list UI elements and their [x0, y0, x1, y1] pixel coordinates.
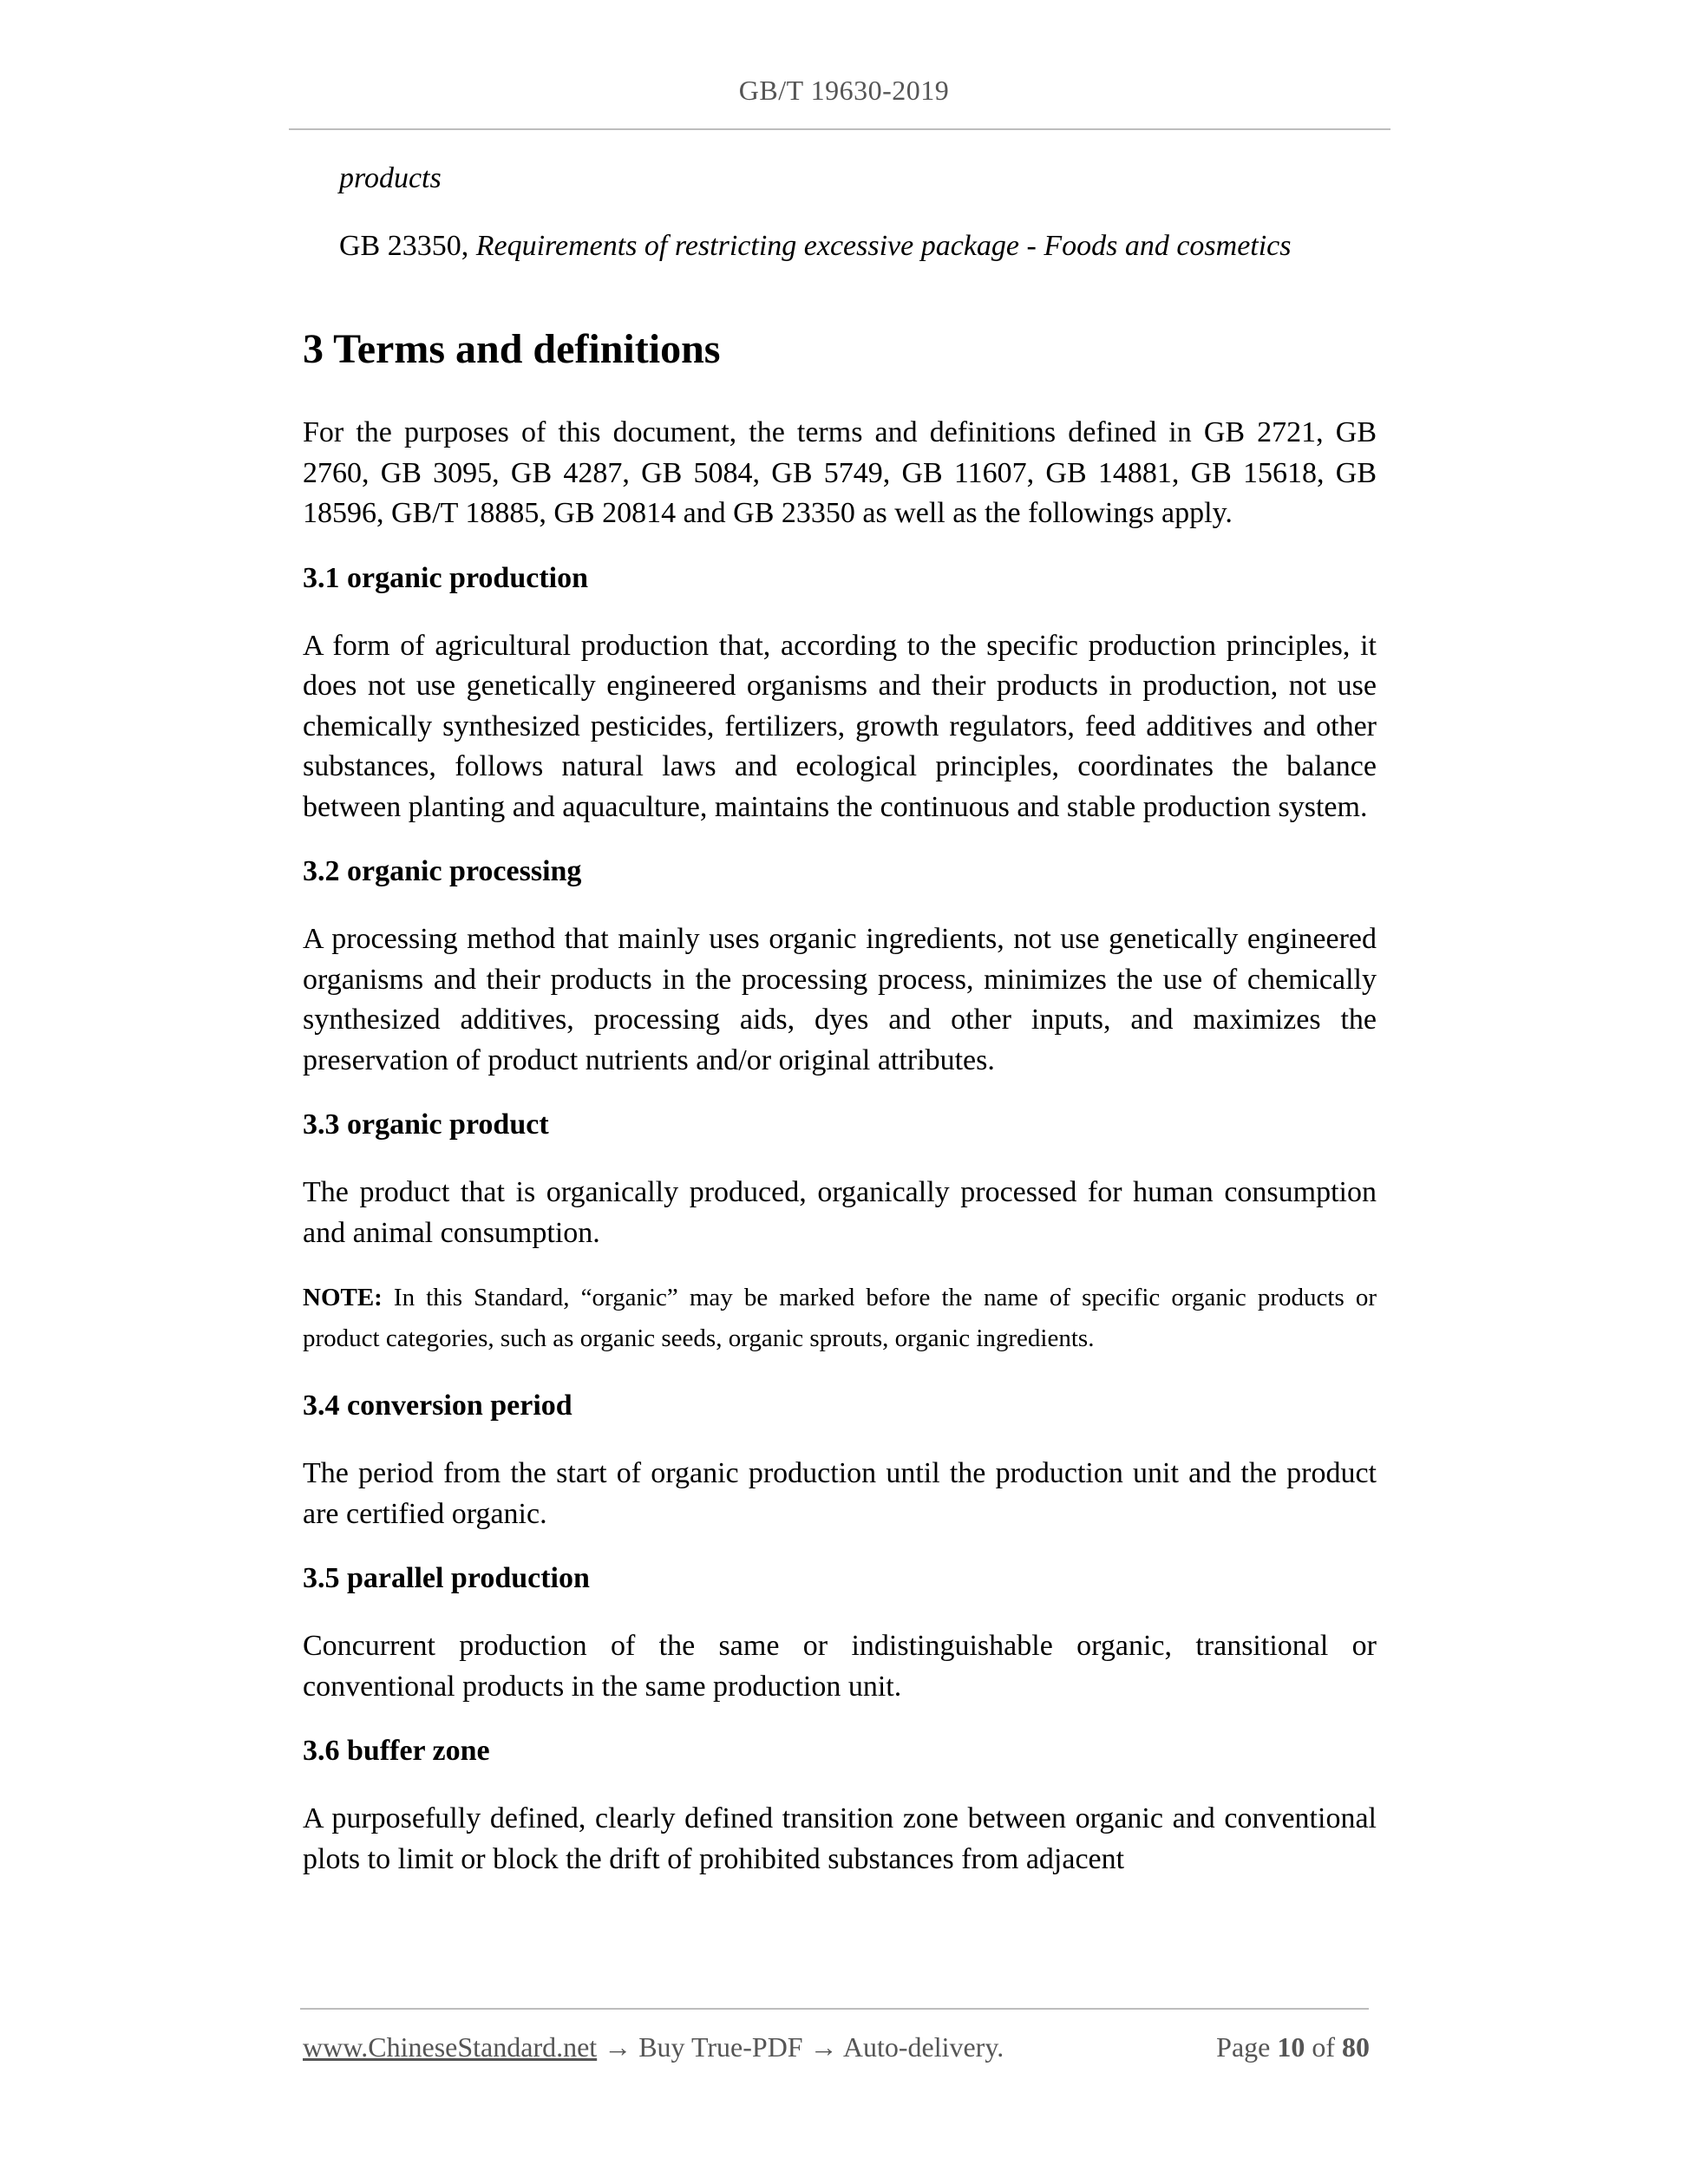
page-of: of: [1312, 2031, 1335, 2063]
term-note: [303, 1278, 1377, 1358]
section-intro: For the purposes of this document, the terms and definitions defined in GB 2721, GB 2760, GB 3095, GB 4287, GB 5084, GB 5749, GB 11607, GB 14881, GB 15618, GB 18596, GB/T 18885, GB 20814 and GB 23350 as well as the followings apply.: [303, 416, 1377, 529]
footer-divider: [300, 2008, 1369, 2010]
term-definition: Concurrent production of the same or indistinguishable organic, transitional or conventional products in the same production unit.: [303, 1630, 1377, 1703]
term-heading: 3.1 organic production: [303, 561, 589, 594]
header-divider: [289, 128, 1390, 130]
note-label: NOTE:: [303, 1284, 383, 1311]
term-definition: A processing method that mainly uses organic ingredients, not use genetically engineered organisms and their products in the processing process, minimizes the use of chemically synthesized additives, processing aids, dyes and other inputs, and maximizes the preservation of product nutrients and/or original attributes.: [303, 923, 1377, 1076]
reference-continuation: [339, 160, 442, 198]
term-definition: A form of agricultural production that, according to the specific production principles, it does not use genetically engineered organisms and their products in production, not use chemically synthesized pesticides, fertilizers, growth regulators, feed additives and other substances, follows natural laws and ecological principles, coordinates the balance between planting and aquaculture, maintains the continuous and stable production system.: [303, 629, 1377, 823]
footer-tagline: → Buy True-PDF → Auto-delivery.: [597, 2031, 1004, 2063]
page-number: [1216, 2028, 1370, 2066]
term-heading: 3.5 parallel production: [303, 1562, 590, 1594]
main-content: [303, 323, 1377, 1904]
section-title: 3 Terms and definitions: [303, 326, 721, 372]
term-definition: The period from the start of organic production until the production unit and the product are certified organic.: [303, 1457, 1377, 1530]
reference-code: GB 23350,: [339, 230, 469, 262]
term-heading: 3.2 organic processing: [303, 855, 582, 887]
term-definition: The product that is organically produced, organically processed for human consumption and animal consumption.: [303, 1176, 1377, 1249]
page-current: 10: [1277, 2031, 1305, 2063]
page-header-title: GB/T 19630-2019: [738, 75, 950, 106]
note-text: In this Standard, “organic” may be marked before the name of specific organic products or product categories, such as organic seeds, organic sprouts, organic ingredients.: [303, 1284, 1377, 1352]
term-heading: 3.6 buffer zone: [303, 1735, 490, 1767]
page-footer: [303, 2028, 1370, 2066]
term-heading: 3.4 conversion period: [303, 1390, 572, 1422]
footer-website-link[interactable]: www.ChineseStandard.net: [303, 2031, 598, 2063]
reference-title-fragment: products: [339, 162, 442, 194]
term-heading: 3.3 organic product: [303, 1108, 549, 1141]
term-definition: A purposefully defined, clearly defined transition zone between organic and conventional plots to limit or block the drift of prohibited substances from adjacent: [303, 1802, 1377, 1875]
reference-gb-23350: [339, 227, 1292, 265]
page-label: Page: [1216, 2031, 1271, 2063]
page-total: 80: [1342, 2031, 1370, 2063]
reference-title: Requirements of restricting excessive package - Foods and cosmetics: [475, 230, 1292, 262]
